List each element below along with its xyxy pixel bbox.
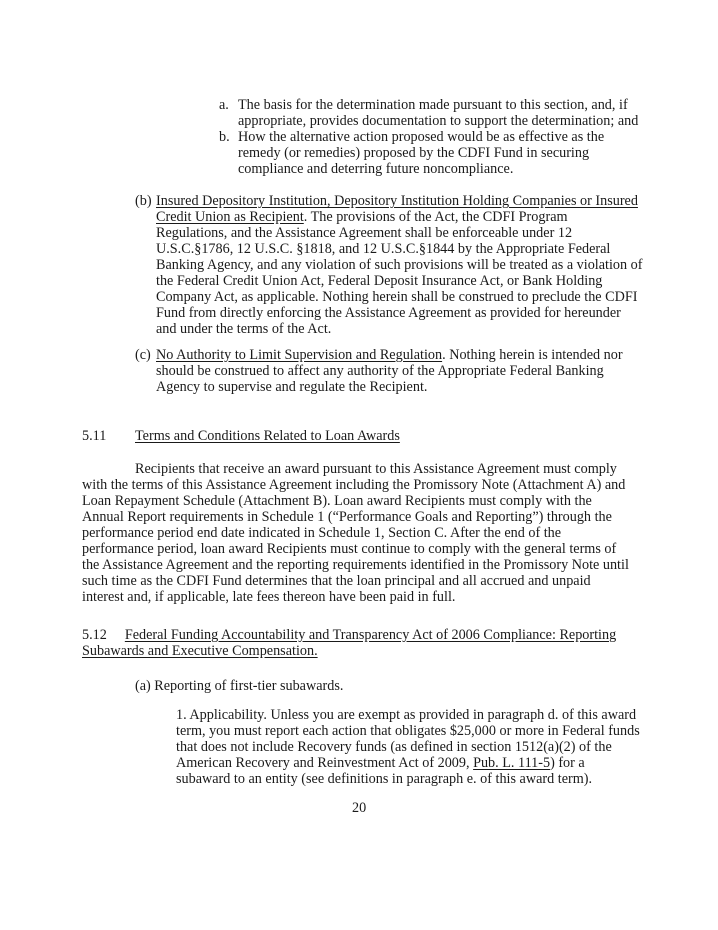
subsection-title: Insured Depository Institution, Depository Institution Holding Companies or Insured [156,193,638,209]
subsection-line: Banking Agency, and any violation of such provisions will be treated as a violation of [156,257,643,273]
section-512-heading [82,627,616,659]
paragraph-line: such time as the CDFI Fund determines that the loan principal and all accrued and unpaid [82,573,591,589]
paragraph-line: with the terms of this Assistance Agreement including the Promissory Note (Attachment A) and [82,477,626,493]
subsection-text: . Nothing herein is intended nor [442,347,623,363]
paragraph-line: Recipients that receive an award pursuant to this Assistance Agreement must comply [135,461,617,477]
subsection-line: Regulations, and the Assistance Agreement shall be enforceable under 12 [156,225,573,241]
subsection-title: Credit Union as Recipient [156,209,304,225]
subsection-marker: (b) [135,193,152,209]
paragraph-line: interest and, if applicable, late fees thereon have been paid in full. [82,589,456,605]
paragraph-line: that does not include Recovery funds (as defined in section 1512(a)(2) of the [176,739,612,755]
subsection-line: U.S.C.§1786, 12 U.S.C. §1818, and 12 U.S.C.§1844 by the Appropriate Federal [156,241,611,257]
subsection-heading: (a) Reporting of first-tier subawards. [135,678,344,694]
paragraph-line: performance period, loan award Recipients must continue to comply with the general terms of [82,541,617,557]
paragraph-line: the Assistance Agreement and the reporting requirements identified in the Promissory Note until [82,557,629,573]
list-line: appropriate, provides documentation to support the determination; and [238,113,639,129]
paragraph-line [176,755,640,771]
subsection-line: Company Act, as applicable. Nothing herein shall be construed to preclude the CDFI [156,289,638,305]
section-title: Subawards and Executive Compensation. [82,643,318,659]
subsection-line: should be construed to affect any authority of the Appropriate Federal Banking [156,363,604,379]
list-line: compliance and deterring future noncompliance. [238,161,514,177]
list-line: The basis for the determination made pursuant to this section, and, if [238,97,628,113]
section-heading-line [82,627,616,643]
pub-law-link[interactable]: Pub. L. 111-5 [473,755,551,771]
paragraph-text: ) for a [550,755,585,771]
paragraph-line: Annual Report requirements in Schedule 1 (“Performance Goals and Reporting”) through the [82,509,612,525]
section-number: 5.12 [82,627,107,643]
subsection-title: No Authority to Limit Supervision and Regulation [156,347,443,363]
subsection-line: the Federal Credit Union Act, Federal Deposit Insurance Act, or Bank Holding [156,273,603,289]
paragraph-line: term, you must report each action that obligates $25,000 or more in Federal funds [176,723,640,739]
page-number: 20 [352,800,367,816]
subsection-a-reporting [135,678,343,694]
list-marker: b. [219,129,230,145]
subsection-line: Agency to supervise and regulate the Recipient. [156,379,428,395]
subsection-line: Fund from directly enforcing the Assistance Agreement as provided for hereunder [156,305,621,321]
subsection-marker: (c) [135,347,151,363]
subsection-line [156,347,623,363]
item-applicability [176,707,640,787]
list-line: How the alternative action proposed would be as effective as the [238,129,605,145]
subsection-line [156,209,642,225]
paragraph-line: 1. Applicability. Unless you are exempt as provided in paragraph d. of this award [176,707,637,723]
section-511-body [82,461,629,605]
list-marker: a. [219,97,229,113]
subsection-line: and under the terms of the Act. [156,321,332,337]
subsection-text: . The provisions of the Act, the CDFI Program [303,209,568,225]
list-line: remedy (or remedies) proposed by the CDFI Fund in securing [238,145,590,161]
section-title: Terms and Conditions Related to Loan Awards [135,428,400,444]
paragraph-line: performance period end date indicated in Schedule 1, Section C. After the end of the [82,525,562,541]
section-title: Federal Funding Accountability and Transparency Act of 2006 Compliance: Reporting [124,627,617,643]
section-number: 5.11 [82,428,107,444]
paragraph-line: Loan Repayment Schedule (Attachment B). Loan award Recipients must comply with the [82,493,592,509]
paragraph-text: American Recovery and Reinvestment Act of 2009, [176,755,474,771]
paragraph-line: subaward to an entity (see definitions in paragraph e. of this award term). [176,771,593,787]
